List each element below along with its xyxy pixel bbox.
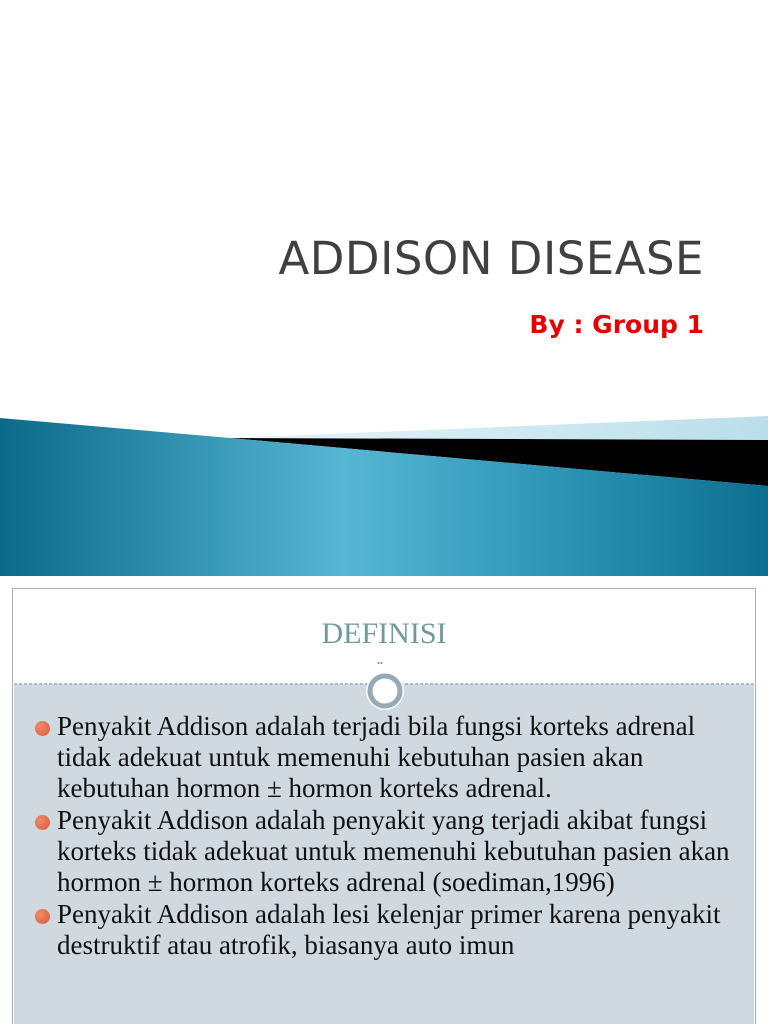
bullet-text: Penyakit Addison adalah terjadi bila fungsi korteks adrenal tidak adekuat untuk memenuhi kebutuhan pasien akan kebutuhan hormon ± hormon korteks adrenal. bbox=[57, 711, 696, 803]
slide-frame bbox=[12, 588, 756, 1024]
bullet-icon bbox=[35, 815, 50, 830]
list-item bbox=[35, 805, 751, 898]
definition-slide bbox=[0, 576, 768, 1024]
list-item bbox=[35, 711, 751, 804]
light-stripe bbox=[230, 416, 768, 440]
slide-heading: DEFINISI bbox=[321, 617, 447, 650]
small-dots-icon bbox=[377, 661, 383, 665]
bullet-text: Penyakit Addison adalah penyakit yang terjadi akibat fungsi korteks tidak adekuat untuk memenuhi kebutuhan pasien akan hormon ± hormon korteks adrenal (soediman,1996) bbox=[57, 805, 730, 897]
list-item bbox=[35, 899, 751, 961]
bullet-text: Penyakit Addison adalah lesi kelenjar primer karena penyakit destruktif atau atrofik, biasanya auto imun bbox=[57, 899, 721, 960]
slide-title: ADDISON DISEASE bbox=[278, 232, 704, 285]
ring-ornament-icon bbox=[365, 671, 405, 711]
bullet-icon bbox=[35, 721, 50, 736]
bullet-icon bbox=[35, 909, 50, 924]
slide-subtitle: By : Group 1 bbox=[529, 310, 704, 339]
bullet-list bbox=[35, 711, 751, 962]
